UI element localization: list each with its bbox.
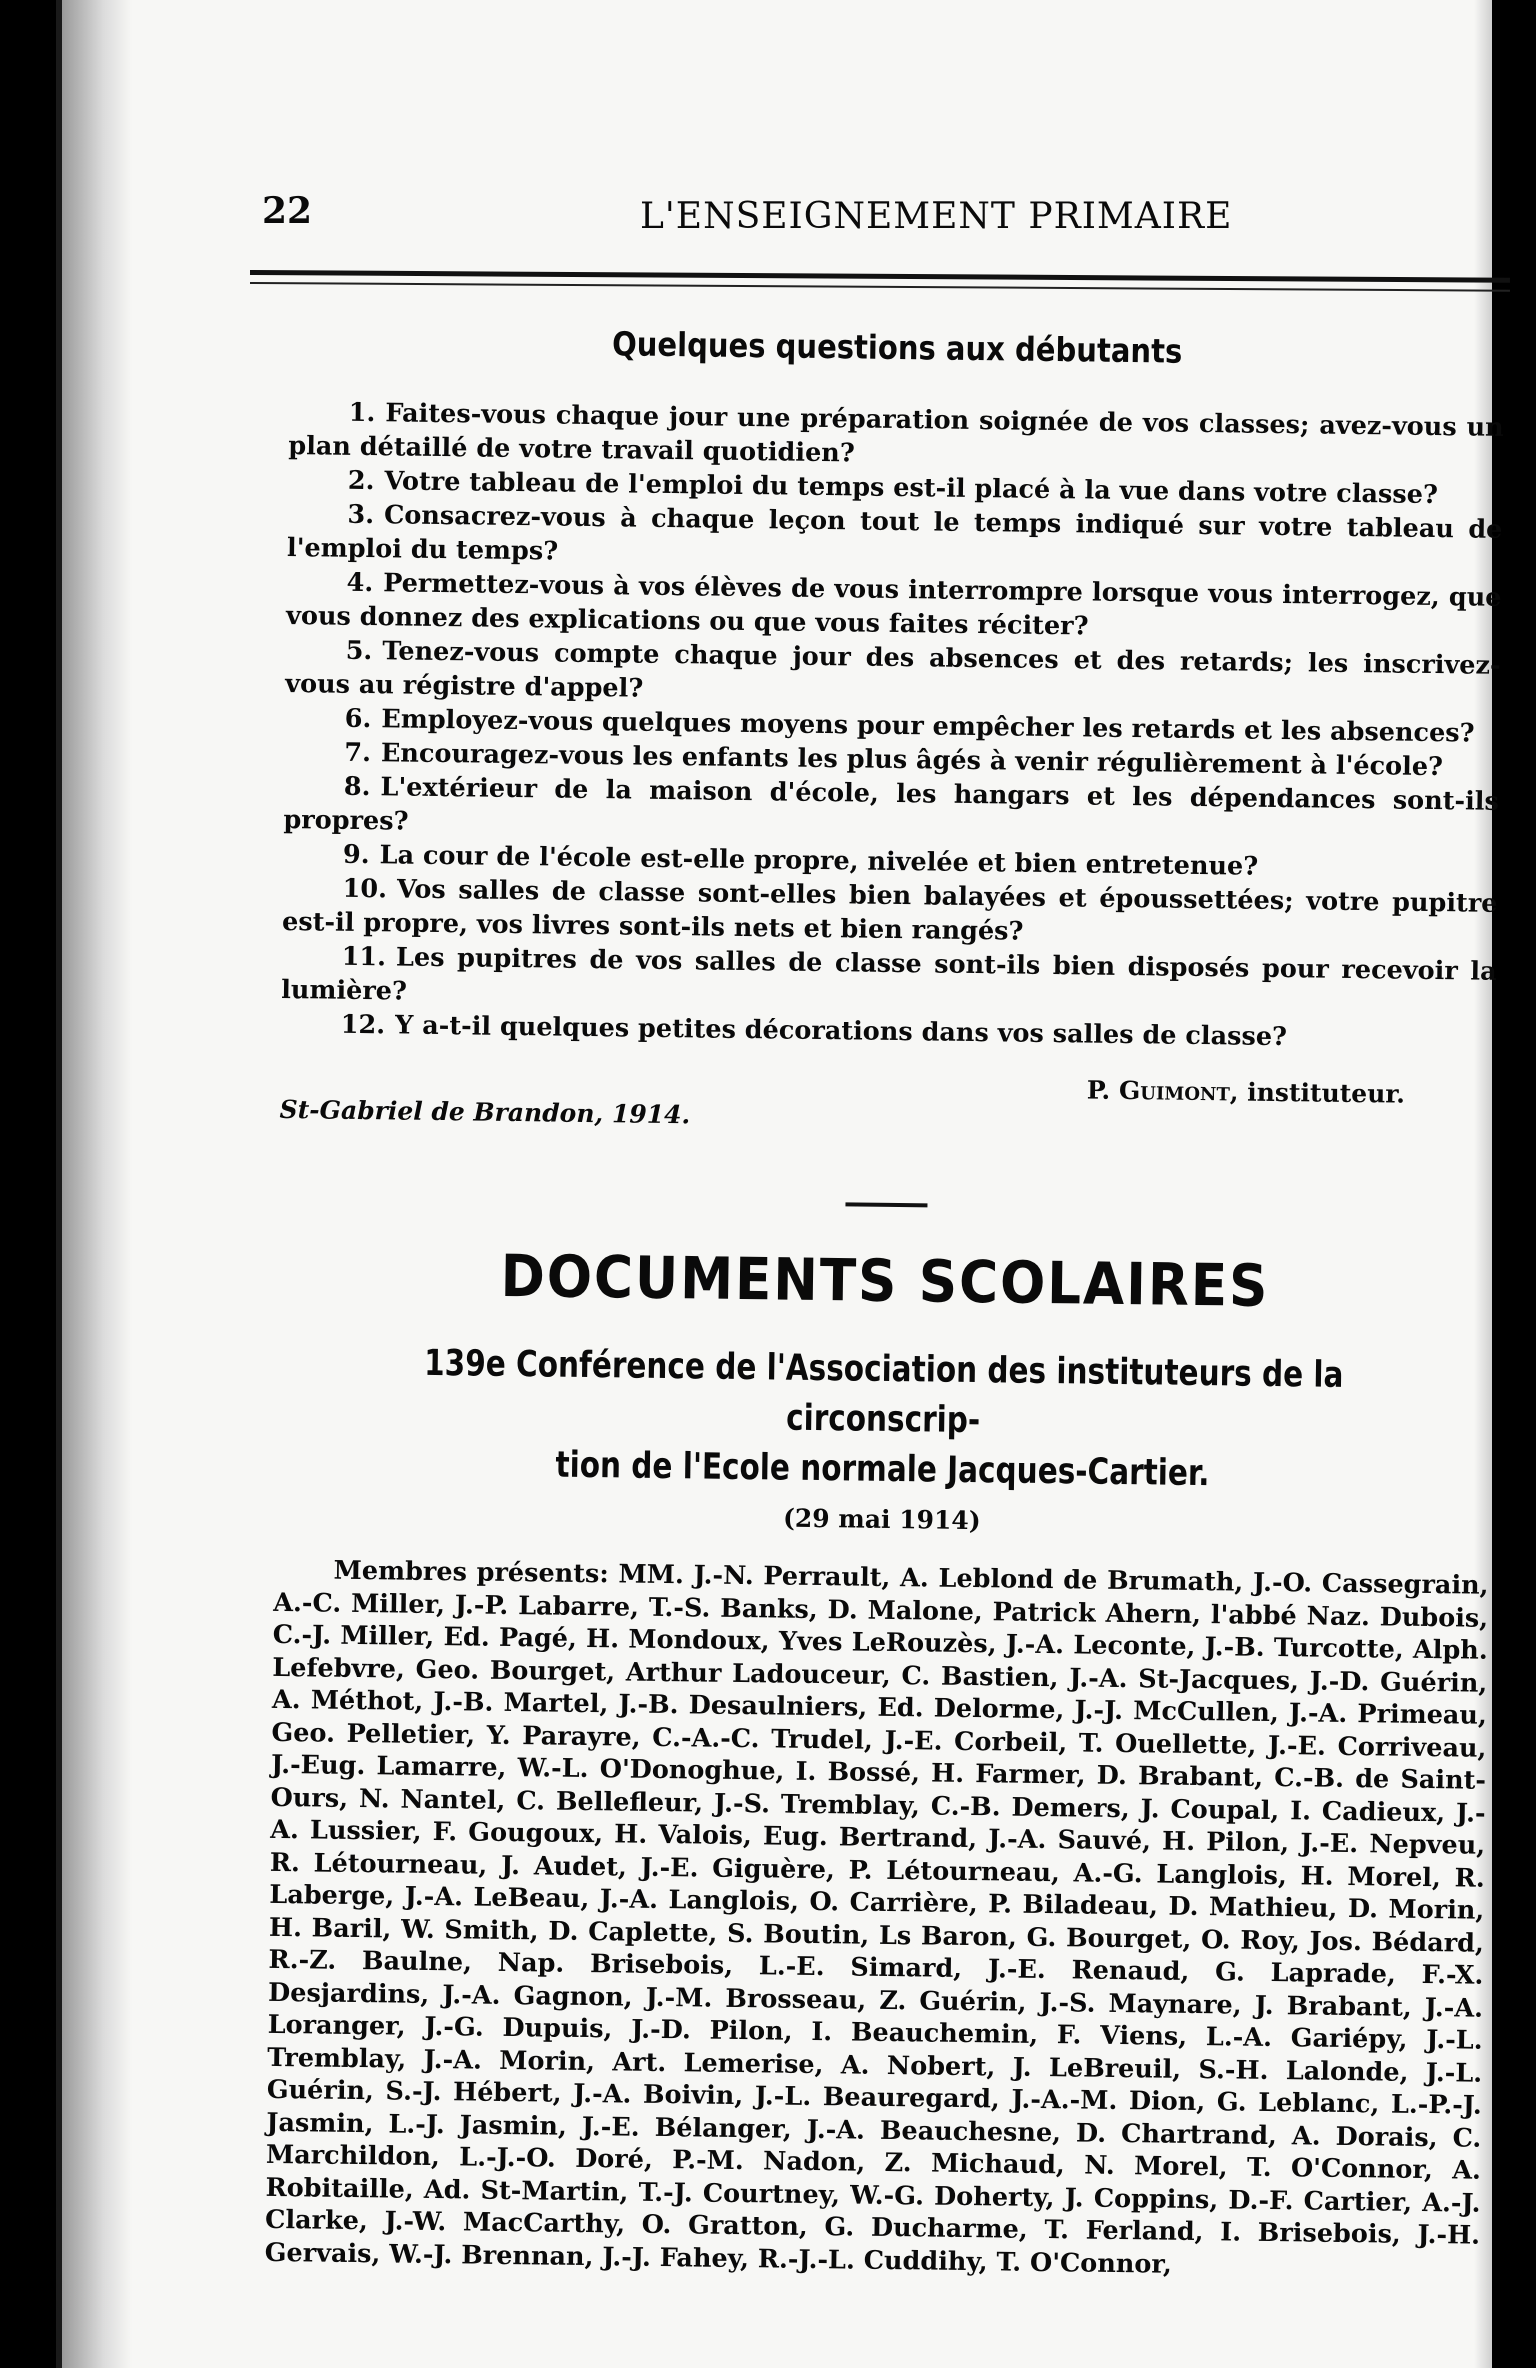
question-item: 5. Tenez-vous compte chaque jour des absences et des retards; les inscrivez-vous au régistre d'appel? — [285, 635, 1501, 704]
page-content — [264, 320, 1504, 2285]
members-present-paragraph: Membres présents: MM. J.-N. Perrault, A. Leblond de Brumath, J.-O. Cassegrain, A.-C. Miller, J.-P. Labarre, T.-S. Banks, D. Malone, Patrick Ahern, l'abbé Naz. Dubois, C.-J. Miller, Ed. Pagé, H. Mondoux, Yves LeRouzès, J.-A. Leconte, J.-B. Turcotte, Alph. Lefebvre, Geo. Bourget, Arthur Ladouceur, C. Bastien, J.-A. St-Jacques, J.-D. Guérin, A. Méthot, J.-B. Martel, J.-B. Desaulniers, Ed. Delorme, J.-J. McCullen, J.-A. Primeau, Geo. Pelletier, Y. Parayre, C.-A.-C. Trudel, J.-E. Corbeil, T. Ouellette, J.-E. Corriveau, J.-Eug. Lamarre, W.-L. O'Donoghue, I. Bossé, H. Farmer, D. Brabant, C.-B. de Saint-Ours, N. Nantel, C. Bellefleur, J.-S. Tremblay, C.-B. Demers, J. Coupal, I. Cadieux, J.-A. Lussier, F. Gougoux, H. Valois, Eug. Bertrand, J.-A. Sauvé, H. Pilon, J.-E. Nepveu, R. Létourneau, J. Audet, J.-E. Giguère, P. Létourneau, A.-G. Langlois, H. Morel, R. Laberge, J.-A. LeBeau, J.-A. Langlois, O. Carrière, P. Biladeau, D. Mathieu, D. Morin, H. Baril, W. Smith, D. Caplette, S. Boutin, Ls Baron, G. Bourget, O. Roy, Jos. Bédard, R.-Z. Baulne, Nap. Brisebois, L.-E. Simard, J.-E. Renaud, G. Laprade, F.-X. Desjardins, J.-A. Gagnon, J.-M. Brosseau, Z. Guérin, J.-S. Maynare, J. Brabant, J.-A. Loranger, J.-G. Dupuis, J.-D. Pilon, I. Beauchemin, F. Viens, L.-A. Gariépy, J.-L. Tremblay, J.-A. Morin, Art. Lemerise, A. Nobert, J. LeBreuil, S.-H. Lalonde, J.-L. Guérin, S.-J. Hébert, J.-A. Boivin, J.-L. Beauregard, J.-A.-M. Dion, G. Leblanc, L.-P.-J. Jasmin, L.-J. Jasmin, J.-E. Bélanger, J.-A. Beauchesne, D. Chartrand, A. Dorais, C. Marchildon, L.-J.-O. Doré, P.-M. Nadon, Z. Michaud, N. Morel, T. O'Connor, A. Robitaille, Ad. St-Martin, T.-J. Courtney, W.-G. Doherty, J. Coppins, D.-F. Cartier, A.-J. Clarke, J.-W. MacCarthy, O. Gratton, G. Ducharme, T. Ferland, I. Brisebois, J.-H. Gervais, W.-J. Brennan, J.-J. Fahey, R.-J.-L. Cuddihy, T. O'Connor, — [264, 1555, 1489, 2280]
section-separator — [845, 1202, 927, 1207]
question-item: 6. Employez-vous quelques moyens pour empêcher les retards et les absences? — [344, 703, 1475, 749]
question-item: 7. Encouragez-vous les enfants les plus âgés à venir régulièrement à l'école? — [344, 737, 1444, 783]
page-number: 22 — [262, 190, 313, 232]
author-signature: P. Guimont, instituteur. — [1086, 1075, 1406, 1109]
questions-title: Quelques questions aux débutants — [611, 324, 1183, 371]
question-item: 11. Les pupitres de vos salles de classe sont-ils bien disposés pour recevoir la lumière? — [281, 941, 1497, 1007]
question-item: 2. Votre tableau de l'emploi du temps est-il placé à la vue dans votre classe? — [347, 465, 1439, 511]
question-item: 10. Vos salles de classe sont-elles bien balayées et époussettées; votre pupitre est-il propre, vos livres sont-ils nets et bien rangés? — [281, 873, 1498, 947]
conference-title-line-1: 139e Conférence de l'Association des instituteurs de la circonscrip- — [423, 1342, 1344, 1442]
question-item: 4. Permettez-vous à vos élèves de vous interrompre lorsque vous interrogez, que vous donnez des explications ou que vous faites réciter? — [285, 567, 1502, 642]
signature-block — [279, 1065, 1495, 1171]
page-gutter-shadow — [62, 0, 132, 2368]
running-title: L'ENSEIGNEMENT PRIMAIRE — [640, 196, 1233, 237]
documents-title: DOCUMENTS SCOLAIRES — [500, 1241, 1270, 1320]
questions-list — [281, 395, 1504, 1057]
conference-date: (29 mai 1914) — [782, 1503, 981, 1536]
conference-title-line-2: tion de l'Ecole normale Jacques-Cartier. — [555, 1444, 1210, 1495]
question-item: 1. Faites-vous chaque jour une préparation soignée de vos classes; avez-vous un plan détaillé de votre travail quotidien? — [288, 397, 1504, 469]
question-item: 12. Y a-t-il quelques petites décorations dans vos salles de classe? — [340, 1009, 1288, 1053]
place-date: St-Gabriel de Brandon, 1914. — [279, 1094, 691, 1130]
question-item: 8. L'extérieur de la maison d'école, les hangars et les dépendances sont-ils propres? — [283, 771, 1499, 837]
question-item: 9. La cour de l'école est-elle propre, nivelée et bien entretenue? — [342, 839, 1259, 882]
question-item: 3. Consacrez-vous à chaque leçon tout le temps indiqué sur votre tableau de l'emploi du temps? — [286, 499, 1503, 567]
